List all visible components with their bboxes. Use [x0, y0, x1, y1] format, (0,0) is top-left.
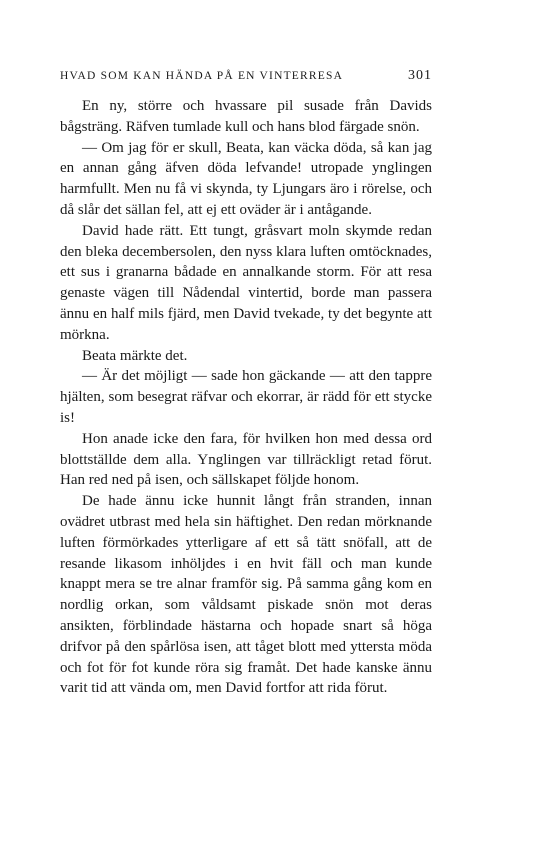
paragraph: David hade rätt. Ett tungt, gråsvart moln skymde redan den bleka decembersolen, den nyss klara luften omtöcknades, ett sus i granarna bådade en annalkande storm. För att resa genaste vägen till Nådendal vintertid, borde man passera ännu en half mils fjärd, men David tvekade, ty det begynte att mörkna.	[60, 222, 432, 343]
running-title: HVAD SOM KAN HÄNDA PÅ EN VINTERRESA	[60, 70, 344, 82]
running-head	[60, 66, 432, 86]
paragraph: En ny, större och hvassare pil susade från Davids bågsträng. Räfven tumlade kull och hans blod färgade snön.	[60, 98, 432, 135]
page-number: 301	[408, 68, 432, 83]
paragraph: Beata märkte det.	[82, 347, 188, 364]
body-text	[60, 96, 432, 699]
paragraph: — Är det möjligt — sade hon gäckande — att den tappre hjälten, som besegrat räfvar och ekorrar, är rädd för ett stycke is!	[60, 368, 432, 426]
paragraph: — Om jag för er skull, Beata, kan väcka döda, så kan jag en annan gång äfven döda lefvande! utropade ynglingen harmfullt. Men nu få vi skynda, ty Ljungars äro i rörelse, och då slår det sällan fel, att ej ett oväder är i antågande.	[60, 139, 432, 218]
paragraph: De hade ännu icke hunnit långt från stranden, innan ovädret utbrast med hela sin häftighet. Den redan mörknande luften förmörkades ytterligare af ett så tätt snöfall, att de resande likasom inhöljdes i en hvit fäll och man kunde knappt mera se tre alnar framför sig. På samma gång kom en nordlig orkan, som våldsamt piskade snön mot deras ansikten, förblindade hästarna och hopade snart så höga drifvor på den spårlösa isen, att tåget blott med yttersta möda och fot för fot kunde röra sig framåt. Det hade kanske ännu varit tid att vända om, men David fortfor att rida förut.	[60, 493, 432, 697]
paragraph: Hon anade icke den fara, för hvilken hon med dessa ord blottställde dem alla. Ynglingen var tillräckligt retad förut. Han red ned på isen, och sällskapet följde honom.	[60, 430, 432, 489]
